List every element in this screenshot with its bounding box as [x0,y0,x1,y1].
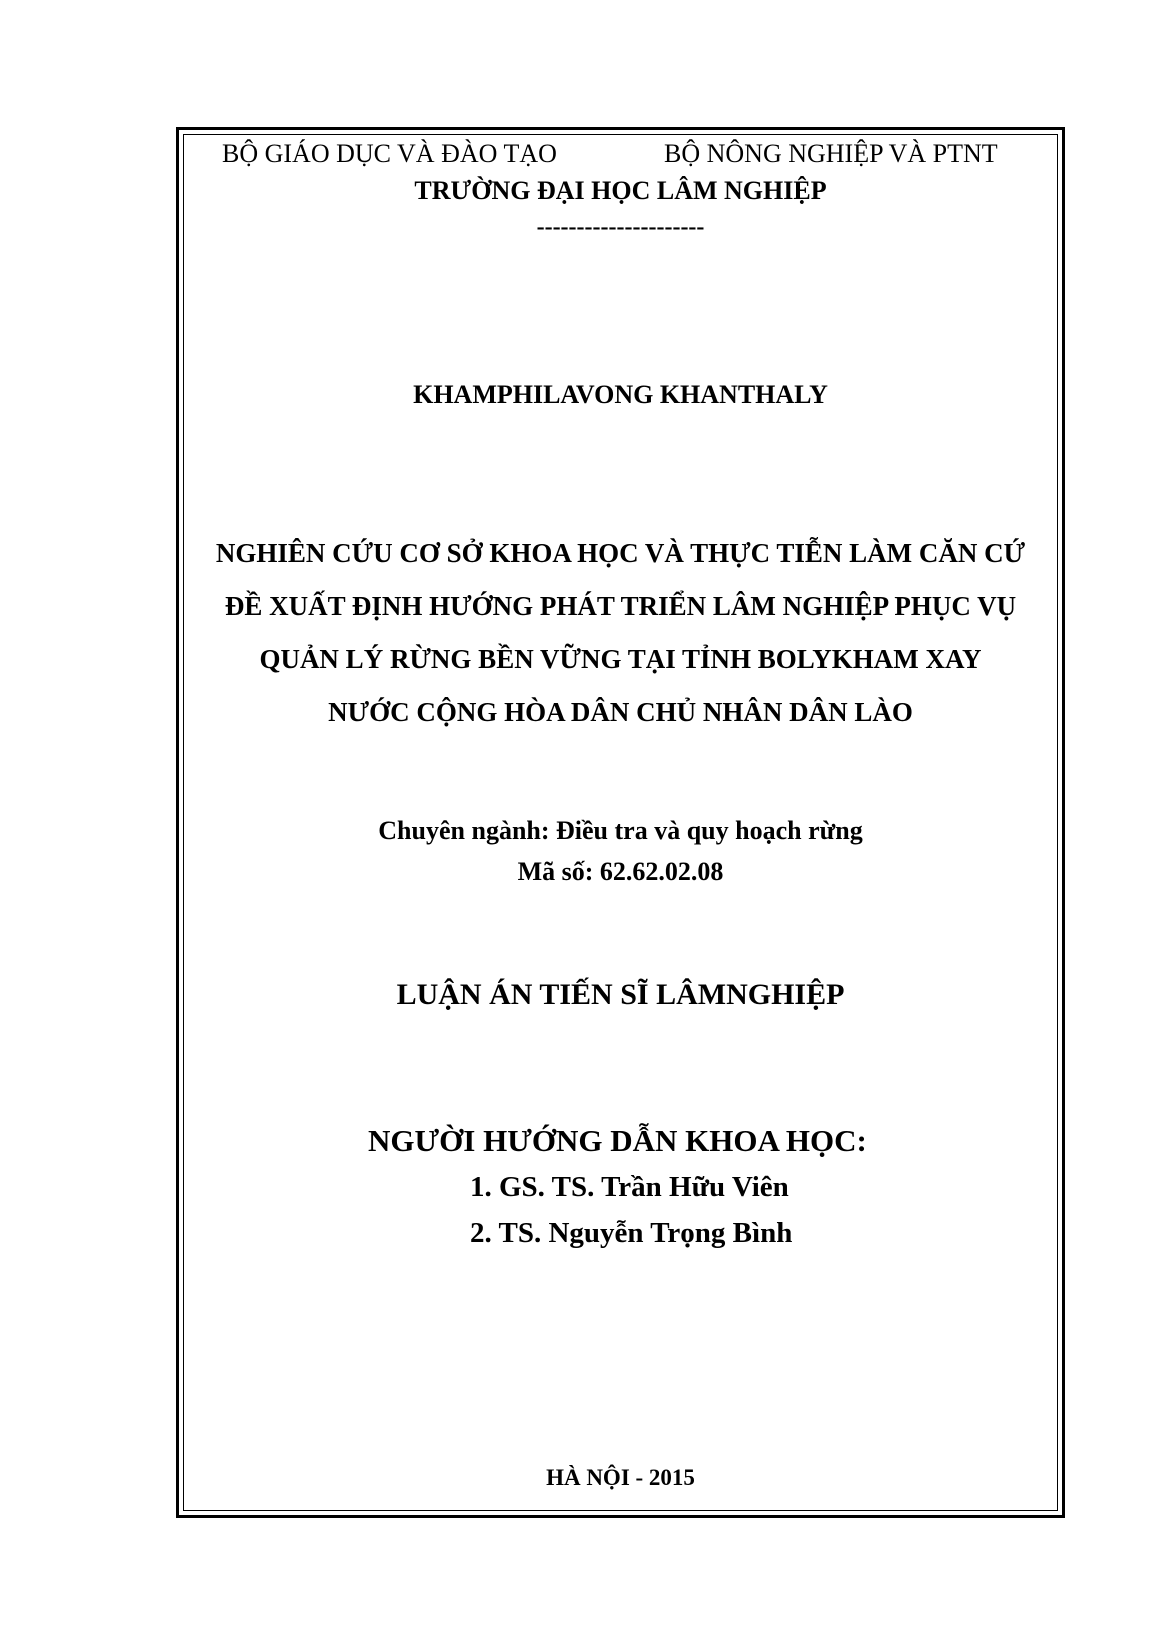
author-name: KHAMPHILAVONG KHANTHALY [413,380,828,409]
ministry-agriculture-label: BỘ NÔNG NGHIỆP VÀ PTNT [664,139,998,168]
thesis-title-line-3: QUẢN LÝ RỪNG BỀN VỮNG TẠI TỈNH BOLYKHAM XAY [259,644,982,674]
degree-title: LUẬN ÁN TIẾN SĨ LÂMNGHIỆP [396,978,845,1011]
advisors-heading: NGƯỜI HƯỚNG DẪN KHOA HỌC: [368,1123,867,1158]
thesis-title-line-2: ĐỀ XUẤT ĐỊNH HƯỚNG PHÁT TRIỂN LÂM NGHIỆP PHỤC VỤ [224,591,1017,621]
header-separator: --------------------- [536,214,705,240]
specialization: Chuyên ngành: Điều tra và quy hoạch rừng [378,816,863,845]
advisor-1: 1. GS. TS. Trần Hữu Viên [470,1171,789,1203]
specialization-code: Mã số: 62.62.02.08 [517,857,724,886]
place-and-year: HÀ NỘI - 2015 [546,1465,695,1490]
university-name: TRƯỜNG ĐẠI HỌC LÂM NGHIỆP [414,176,827,205]
advisor-2: 2. TS. Nguyễn Trọng Bình [470,1217,793,1249]
ministry-education-label: BỘ GIÁO DỤC VÀ ĐÀO TẠO [222,139,557,168]
thesis-title-line-1: NGHIÊN CỨU CƠ SỞ KHOA HỌC VÀ THỰC TIỄN LÀM CĂN CỨ [215,538,1026,568]
thesis-title-line-4: NƯỚC CỘNG HÒA DÂN CHỦ NHÂN DÂN LÀO [328,697,913,727]
